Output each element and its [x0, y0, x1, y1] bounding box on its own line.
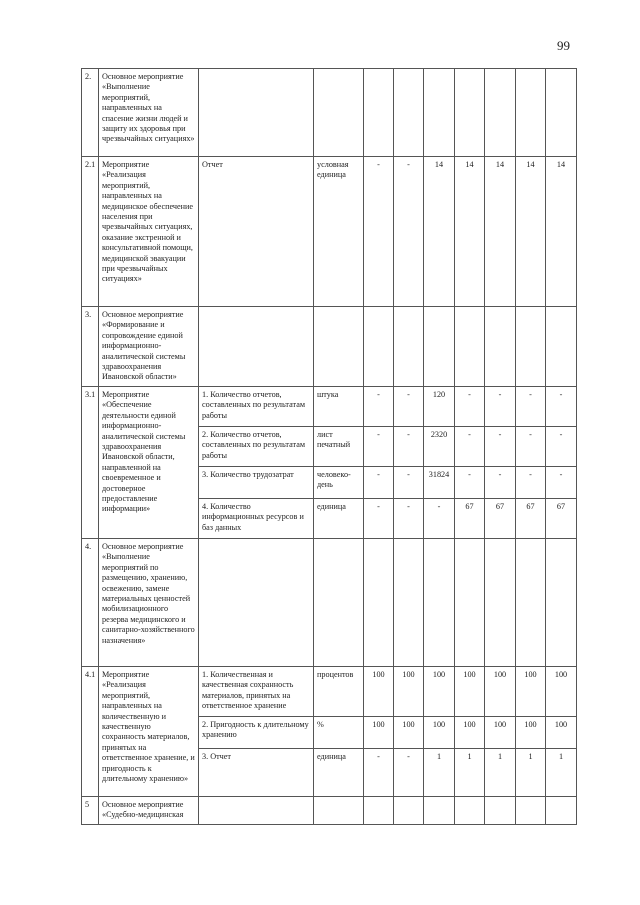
- table-row: [82, 797, 577, 825]
- value-cell: [394, 797, 424, 825]
- value-cell: -: [516, 387, 546, 427]
- indicator-cell: [199, 307, 314, 387]
- value-cell: 100: [394, 667, 424, 717]
- unit-name: единица: [314, 499, 364, 539]
- value-cell: [455, 307, 485, 387]
- value-cell: 14: [424, 157, 455, 307]
- value-cell: -: [485, 387, 516, 427]
- value-cell: -: [516, 427, 546, 467]
- value-cell: -: [394, 387, 424, 427]
- row-number: 4.1: [82, 667, 99, 797]
- value-cell: 100: [424, 667, 455, 717]
- indicator-name: 3. Отчет: [199, 749, 314, 797]
- page-number: 99: [557, 38, 570, 53]
- value-cell: -: [424, 499, 455, 539]
- table-row: [82, 307, 577, 387]
- value-cell: 100: [394, 717, 424, 749]
- indicator-name: Отчет: [199, 157, 314, 307]
- event-name: Основное мероприятие «Судебно-медицинская: [99, 797, 199, 825]
- value-cell: 1: [516, 749, 546, 797]
- row-number: 2.: [82, 69, 99, 157]
- value-cell: [364, 797, 394, 825]
- value-cell: -: [364, 749, 394, 797]
- indicator-name: 2. Количество отчетов, составленных по результатам работы: [199, 427, 314, 467]
- value-cell: -: [455, 427, 485, 467]
- value-cell: [424, 539, 455, 667]
- value-cell: 100: [424, 717, 455, 749]
- value-cell: 100: [516, 667, 546, 717]
- indicator-cell: [199, 797, 314, 825]
- value-cell: 14: [546, 157, 577, 307]
- value-cell: 67: [485, 499, 516, 539]
- indicator-cell: [199, 539, 314, 667]
- value-cell: 14: [485, 157, 516, 307]
- value-cell: [485, 69, 516, 157]
- unit-name: человеко-день: [314, 467, 364, 499]
- value-cell: [424, 69, 455, 157]
- value-cell: -: [364, 157, 394, 307]
- value-cell: [394, 69, 424, 157]
- value-cell: -: [364, 387, 394, 427]
- value-cell: 100: [546, 667, 577, 717]
- value-cell: [546, 69, 577, 157]
- value-cell: [394, 539, 424, 667]
- value-cell: [546, 539, 577, 667]
- row-number: 2.1: [82, 157, 99, 307]
- unit-name: условная единица: [314, 157, 364, 307]
- value-cell: [516, 797, 546, 825]
- table-row: [82, 667, 577, 717]
- indicators-table: [81, 68, 577, 825]
- value-cell: 1: [485, 749, 516, 797]
- table-row: [82, 539, 577, 667]
- indicator-cell: [199, 69, 314, 157]
- unit-name: %: [314, 717, 364, 749]
- value-cell: -: [364, 427, 394, 467]
- value-cell: -: [546, 427, 577, 467]
- indicator-name: 4. Количество информационных ресурсов и баз данных: [199, 499, 314, 539]
- value-cell: 67: [516, 499, 546, 539]
- unit-cell: [314, 69, 364, 157]
- value-cell: [485, 539, 516, 667]
- indicator-name: 3. Количество трудозатрат: [199, 467, 314, 499]
- value-cell: 2320: [424, 427, 455, 467]
- value-cell: -: [455, 387, 485, 427]
- value-cell: -: [516, 467, 546, 499]
- value-cell: -: [394, 427, 424, 467]
- event-name: Основное мероприятие «Выполнение мероприятий по размещению, хранению, освежению, замене материальных ценностей мобилизационного резерва медицинского и санитарно-хозяйственного назначения»: [99, 539, 199, 667]
- value-cell: [485, 307, 516, 387]
- value-cell: 14: [455, 157, 485, 307]
- indicator-name: 2. Пригодность к длительному хранению: [199, 717, 314, 749]
- table-row: [82, 69, 577, 157]
- value-cell: 1: [455, 749, 485, 797]
- unit-cell: [314, 539, 364, 667]
- value-cell: 120: [424, 387, 455, 427]
- unit-name: единица: [314, 749, 364, 797]
- value-cell: [455, 797, 485, 825]
- value-cell: 100: [485, 717, 516, 749]
- event-name: Мероприятие «Реализация мероприятий, направленных на количественную и качественную сохранность материалов, принятых на ответственное хранение, и пригодность к длительному хранению»: [99, 667, 199, 797]
- value-cell: 1: [546, 749, 577, 797]
- value-cell: 100: [455, 717, 485, 749]
- event-name: Мероприятие «Реализация мероприятий, направленных на медицинское обеспечение населения при чрезвычайных ситуациях, оказание экстренной и консультативной помощи, медицинской эвакуации при чрезвычайных ситуациях»: [99, 157, 199, 307]
- value-cell: -: [364, 499, 394, 539]
- value-cell: [455, 539, 485, 667]
- value-cell: [546, 307, 577, 387]
- value-cell: -: [546, 387, 577, 427]
- event-name: Основное мероприятие «Формирование и сопровождение единой информационно-аналитической системы здравоохранения Ивановской области»: [99, 307, 199, 387]
- value-cell: -: [485, 427, 516, 467]
- value-cell: -: [364, 467, 394, 499]
- event-name: Мероприятие «Обеспечение деятельности единой информационно-аналитической системы здравоохранения Ивановской области, направленной на своевременное и достоверное предоставление информации»: [99, 387, 199, 539]
- row-number: 3.: [82, 307, 99, 387]
- value-cell: -: [394, 499, 424, 539]
- value-cell: 100: [516, 717, 546, 749]
- value-cell: [516, 69, 546, 157]
- value-cell: 100: [364, 717, 394, 749]
- row-number: 4.: [82, 539, 99, 667]
- unit-name: процентов: [314, 667, 364, 717]
- table-row: [82, 387, 577, 427]
- indicator-name: 1. Количество отчетов, составленных по результатам работы: [199, 387, 314, 427]
- value-cell: 100: [546, 717, 577, 749]
- value-cell: 100: [364, 667, 394, 717]
- value-cell: -: [394, 749, 424, 797]
- value-cell: -: [394, 467, 424, 499]
- value-cell: 100: [455, 667, 485, 717]
- value-cell: [424, 797, 455, 825]
- value-cell: -: [485, 467, 516, 499]
- value-cell: -: [394, 157, 424, 307]
- value-cell: 67: [546, 499, 577, 539]
- unit-name: штука: [314, 387, 364, 427]
- value-cell: [516, 307, 546, 387]
- value-cell: [485, 797, 516, 825]
- event-name: Основное мероприятие «Выполнение мероприятий, направленных на спасение жизни людей и защиту их здоровья при чрезвычайных ситуациях»: [99, 69, 199, 157]
- value-cell: -: [546, 467, 577, 499]
- value-cell: -: [455, 467, 485, 499]
- indicator-name: 1. Количественная и качественная сохранность материалов, принятых на ответственное хранение: [199, 667, 314, 717]
- value-cell: [546, 797, 577, 825]
- value-cell: 14: [516, 157, 546, 307]
- unit-cell: [314, 797, 364, 825]
- value-cell: 1: [424, 749, 455, 797]
- value-cell: [364, 69, 394, 157]
- value-cell: [424, 307, 455, 387]
- value-cell: [364, 539, 394, 667]
- value-cell: [455, 69, 485, 157]
- value-cell: 67: [455, 499, 485, 539]
- row-number: 5: [82, 797, 99, 825]
- value-cell: 100: [485, 667, 516, 717]
- value-cell: [394, 307, 424, 387]
- value-cell: 31824: [424, 467, 455, 499]
- unit-name: лист печатный: [314, 427, 364, 467]
- table-row: [82, 157, 577, 307]
- row-number: 3.1: [82, 387, 99, 539]
- value-cell: [364, 307, 394, 387]
- unit-cell: [314, 307, 364, 387]
- value-cell: [516, 539, 546, 667]
